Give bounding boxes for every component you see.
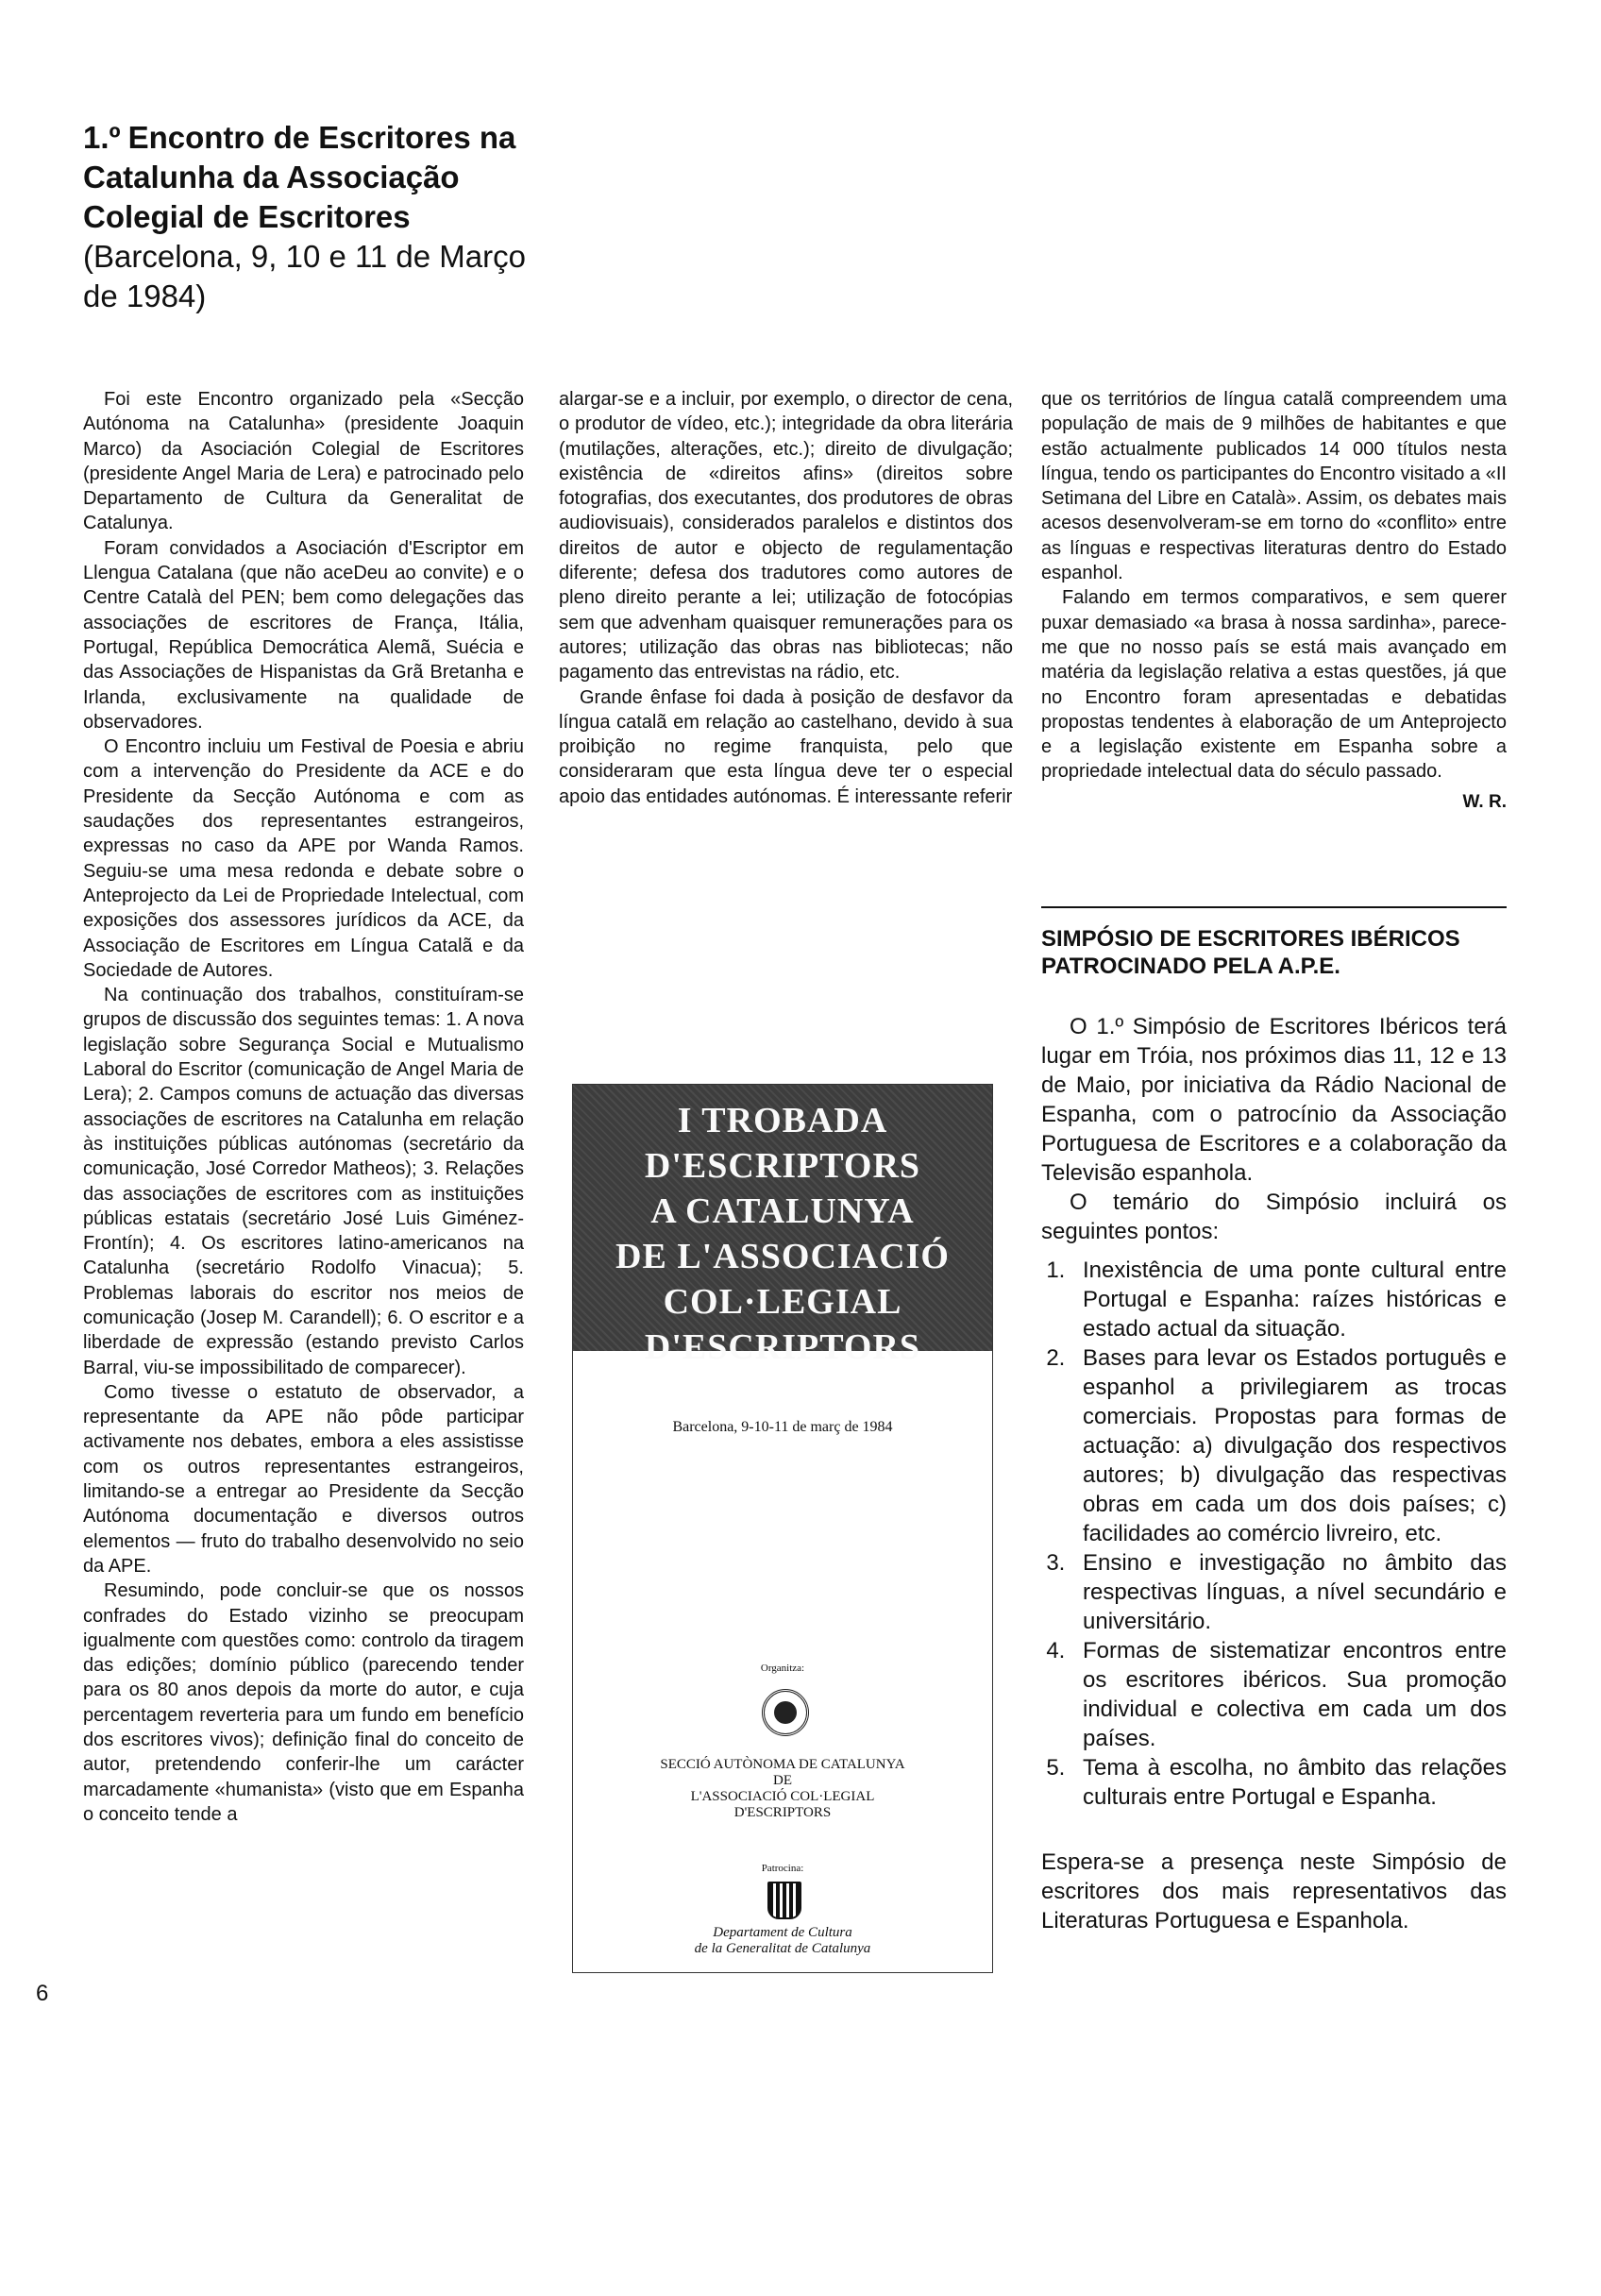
association-seal-icon [762,1689,809,1736]
banner-line: I TROBADA [677,1101,888,1140]
paragraph: Grande ênfase foi dada à posição de desfavor da língua catalã em relação ao castelhano, devido à sua proibição no regime franquista, pelo que consideraram que esta língua deve ter o especial apoio das entidades autónomas. É interessante referir [559,686,1013,807]
banner-line: A CATALUNYA [650,1191,915,1231]
column-3 [1041,387,1507,815]
title-number: 1.º [83,120,121,155]
column-2 [559,387,1013,809]
paragraph: O Encontro incluiu um Festival de Poesia e abriu com a intervenção do Presidente da ACE e do Presidente da Secção Autónoma e com as saudações dos representantes estrangeiros, expressas no caso da APE por Wanda Ramos. Seguiu-se uma mesa redonda e debate sobre o Anteprojecto da Lei de Propriedade Intelectual, com exposições dos assessores jurídicos da ACE, da Associação de Escritores em Língua Catalã e da Sociedade de Autores. [83,736,524,981]
paragraph: que os territórios de língua catalã compreendem uma população de mais de 9 milhões de habitantes e que estão actualmente publicados 14 000 títulos nesta língua, tendo os participantes do Encontro visitado a «II Setimana del Libre en Català». Assim, os debates mais acesos desenvolveram-se em torno do «conflito» entre as línguas e respectivas literaturas dentro do Estado espanhol. [1041,389,1507,584]
list-item: 1. Inexistência de uma ponte cultural entre Portugal e Espanha: raízes históricas e estado actual da situação. [1071,1256,1507,1343]
paragraph: O temário do Simpósio incluirá os seguintes pontos: [1041,1190,1507,1244]
organizer-line: D'ESCRIPTORS [733,1805,832,1820]
poster-banner [573,1085,992,1367]
banner-line: COL·LEGIAL [663,1282,902,1322]
sponsor-line: de la Generalitat de Catalunya [694,1941,871,1956]
paragraph: O 1.º Simpósio de Escritores Ibéricos terá lugar em Tróia, nos próximos dias 11, 12 e 13 de Maio, por iniciativa da Rádio Nacional de Espanha, com o patrocínio da Associação Portuguesa de Escritores e a colaboração da Televisão espanhola. [1041,1014,1507,1186]
title-subtitle: (Barcelona, 9, 10 e 11 de Março de 1984) [83,238,526,313]
poster-date: Barcelona, 9-10-11 de març de 1984 [672,1419,893,1435]
paragraph: alargar-se e a incluir, por exemplo, o director de cena, o produtor de vídeo, etc.); integridade da obra literária (mutilações, alterações, etc.); direito de divulgação; existência de «direitos afins» (direitos sobre fotografias, dos executantes, dos produtores de obras audiovisuais), considerados paralelos e distintos dos direitos de autor e objecto de regulamentação diferente; defesa dos tradutores como autores de pleno direito perante a lei; utilização de fotocópias sem que advenham quaisquer remunerações para os autores; utilização das obras nas bibliotecas; não pagamento das entrevistas na rádio, etc. [559,389,1013,684]
organizer-line: DE [773,1773,792,1788]
topics-list [1041,1256,1507,1812]
paragraph: Na continuação dos trabalhos, constituíram-se grupos de discussão dos seguintes temas: 1. A nova legislação sobre Segurança Social e Mutualismo Laboral do Escritor (comunicação de Angel Maria de Lera); 2. Campos comuns de actuação das diversas associações de escritores na Catalunha em relação às instituições públicas autónomas (secretário da comunicação, José Corredor Matheos); 3. Relações das associações de escritores com as instituições públicas estatais (secretário José Luis Giménez-Frontín); 4. Os escritores latino-americanos na Catalunha (secretário Rodolfo Vinacua); 5. Problemas laborais do escritor nos meios de comunicação (Josep M. Carandell); 6. O escritor e a liberdade de expressão (estando previsto Carlos Barral, viu-se impossibilitado de comparecer). [83,985,524,1378]
banner-line: DE L'ASSOCIACIÓ [615,1237,950,1276]
closing-paragraph: Espera-se a presença neste Simpósio de escritores dos mais representativos das Literaturas Portuguesa e Espanhola. [1041,1849,1507,1933]
coat-of-arms-icon [767,1882,801,1919]
list-item: 5. Tema à escolha, no âmbito das relações culturais entre Portugal e Espanha. [1071,1753,1507,1812]
poster-sponsor [573,1925,992,1957]
title-bold: Encontro de Escritores na Catalunha da Associação Colegial de Escritores [83,120,516,234]
poster-organitza: Organitza: [760,1663,805,1674]
article-title [83,118,565,316]
page-number: 6 [36,1981,49,2006]
organizer-line: L'ASSOCIACIÓ COL·LEGIAL [690,1789,875,1804]
paragraph: Resumindo, pode concluir-se que os nossos confrades do Estado vizinho se preocupam igualmente com questões como: controlo da tiragem das edições; domínio público (parecendo tender para os 80 anos depois da morte do autor, e cuja percentagem reverteria para um fundo em benefício dos escritores vivos); definição final do conceito de autor, pretendendo conferir-lhe um carácter marcadamente «humanista» (visto que em Espanha o conceito tende a [83,1580,524,1825]
paragraph: Como tivesse o estatuto de observador, a representante da APE não pôde participar activamente nos debates, embora a eles assistisse com os outros representantes estrangeiros, limitando-se a entregar ao Presidente da Secção Autónoma documentação e diversos outros elementos — fruto do trabalho desenvolvido no seio da APE. [83,1381,524,1577]
poster-patrocina: Patrocina: [761,1863,804,1874]
paragraph: Falando em termos comparativos, e sem querer puxar demasiado «a brasa à nossa sardinha», parece-me que no nosso país se está mais avançado em matéria da legislação relativa a estas questões, já que no Encontro foram apresentadas e debatidas propostas tendentes à elaboração de um Anteprojecto e a legislação existente em Espanha sobre a propriedade intelectual data do século passado. [1041,587,1507,783]
column-1 [83,387,524,1827]
list-item: 4. Formas de sistematizar encontros entre os escritores ibéricos. Sua promoção individual e colectiva em cada um dos países. [1071,1636,1507,1753]
banner-line: D'ESCRIPTORS [644,1327,921,1367]
paragraph: Foi este Encontro organizado pela «Secção Autónoma na Catalunha» (presidente Joaquin Marco) da Asociación Colegial de Escritores (presidente Angel Maria de Lera) e patrocinado pelo Departamento de Cultura da Generalitat de Catalunya. [83,389,524,534]
organizer-line: SECCIÓ AUTÒNOMA DE CATALUNYA [660,1757,905,1772]
event-poster [572,1084,993,1973]
symposium-section [1041,1012,1507,1935]
poster-organizer [573,1757,992,1821]
section-divider [1041,906,1507,908]
section-heading: SIMPÓSIO DE ESCRITORES IBÉRICOS PATROCINADO PELA A.P.E. [1041,926,1460,979]
paragraph: Foram convidados a Asociación d'Escriptor em Llengua Catalana (que não aceDeu ao convite) e o Centre Català del PEN; bem como delegações das associações de escritores de França, Itália, Portugal, República Democrática Alemã, Suécia e das Associações de Hispanistas da Grã Bretanha e Irlanda, exclusivamente na qualidade de observadores. [83,537,524,733]
sponsor-line: Departament de Cultura [713,1925,852,1940]
list-item: 2. Bases para levar os Estados português e espanhol a privilegiarem as trocas comerciais. Propostas para formas de actuação: a) divulgação dos respectivos autores; b) divulgação das respectivas obras em cada um dos dois países; c) facilidades ao comércio livreiro, etc. [1071,1343,1507,1548]
author-signature: W. R. [1462,791,1507,812]
list-item: 3. Ensino e investigação no âmbito das respectivas línguas, a nível secundário e universitário. [1071,1548,1507,1636]
banner-line: D'ESCRIPTORS [644,1146,921,1186]
